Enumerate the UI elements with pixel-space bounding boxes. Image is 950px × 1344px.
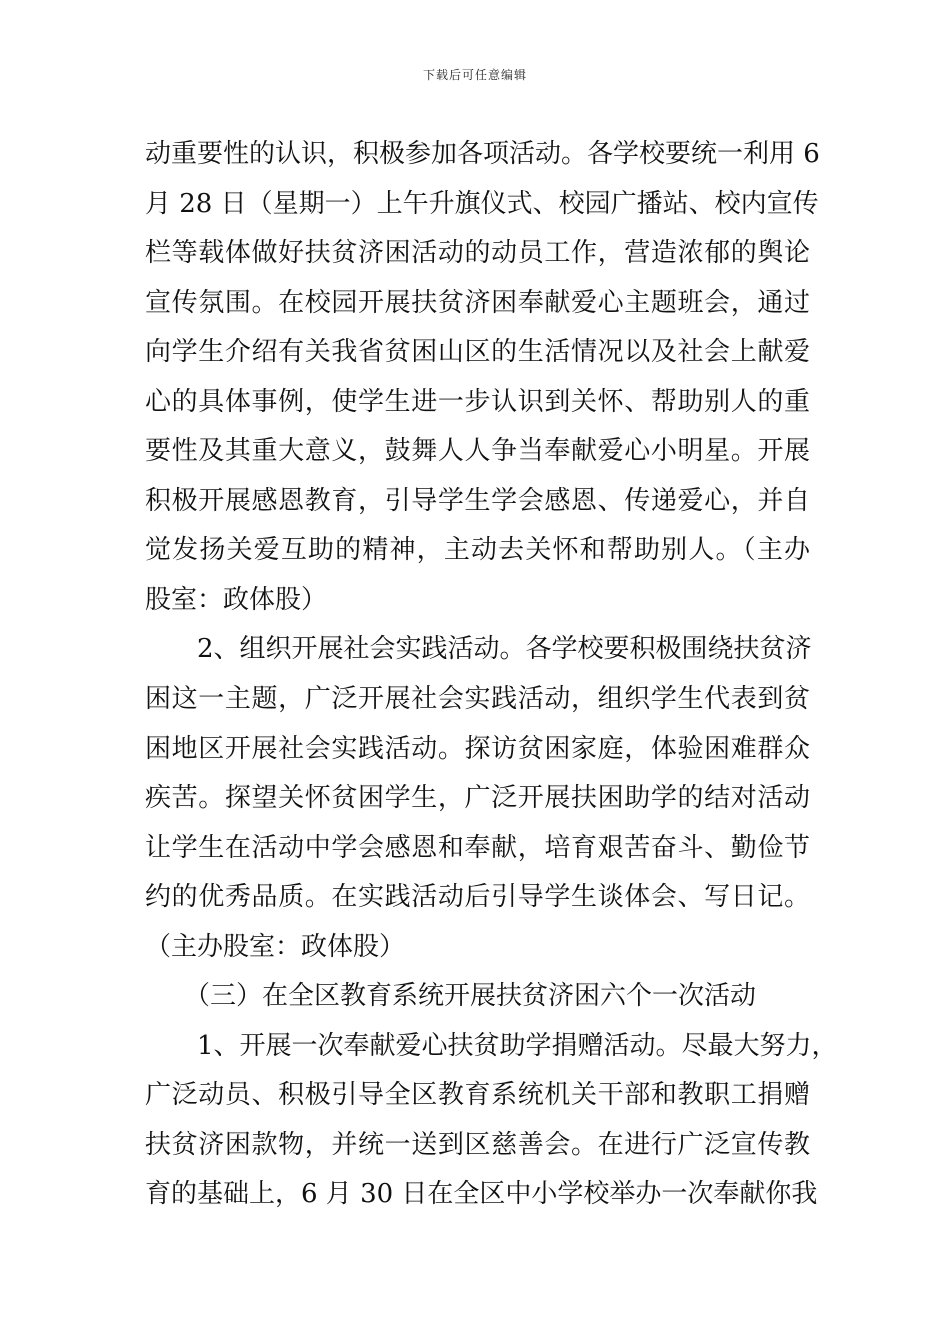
page-header-note: 下载后可任意编辑 <box>422 68 527 82</box>
text-line: 栏等载体做好扶贫济困活动的动员工作，营造浓郁的舆论 <box>145 238 810 269</box>
text-line: 股室：政体股） <box>145 584 328 615</box>
text-line: 积极开展感恩教育，引导学生学会感恩、传递爱心，并自 <box>145 485 810 516</box>
text-line: 约的优秀品质。在实践活动后引导学生谈体会、写日记。 <box>145 882 810 913</box>
text-line: 广泛动员、积极引导全区教育系统机关干部和教职工捐赠 <box>145 1080 810 1111</box>
text-line: 让学生在活动中学会感恩和奉献，培育艰苦奋斗、勤俭节 <box>145 832 810 863</box>
text-line: 育的基础上，6 月 30 日在全区中小学校举办一次奉献你我 <box>145 1179 818 1210</box>
text-line: 困这一主题，广泛开展社会实践活动，组织学生代表到贫 <box>145 684 810 715</box>
text-line: 1、开展一次奉献爱心扶贫助学捐赠活动。尽最大努力， <box>145 1030 838 1061</box>
text-line: 2、组织开展社会实践活动。各学校要积极围绕扶贫济 <box>145 634 812 665</box>
text-line: 月 28 日（星期一）上午升旗仪式、校园广播站、校内宣传 <box>145 188 819 219</box>
section-heading: （三）在全区教育系统开展扶贫济困六个一次活动 <box>145 981 757 1012</box>
text-line: 困地区开展社会实践活动。探访贫困家庭，体验困难群众 <box>145 733 810 764</box>
text-line: 心的具体事例，使学生进一步认识到关怀、帮助别人的重 <box>145 386 810 417</box>
text-line: 扶贫济困款物，并统一送到区慈善会。在进行广泛宣传教 <box>145 1129 810 1160</box>
text-line: 动重要性的认识，积极参加各项活动。各学校要统一利用 6 <box>145 139 820 169</box>
document-body <box>145 130 838 1220</box>
text-line: 觉发扬关爱互助的精神，主动去关怀和帮助别人。（主办 <box>145 535 810 566</box>
text-line: 要性及其重大意义，鼓舞人人争当奉献爱心小明星。开展 <box>145 436 810 467</box>
text-line: 疾苦。探望关怀贫困学生，广泛开展扶困助学的结对活动 <box>145 783 810 814</box>
text-line: 向学生介绍有关我省贫困山区的生活情况以及社会上献爱 <box>145 337 810 368</box>
text-line: （主办股室：政体股） <box>145 931 406 962</box>
text-line: 宣传氛围。在校园开展扶贫济困奉献爱心主题班会，通过 <box>145 287 810 318</box>
